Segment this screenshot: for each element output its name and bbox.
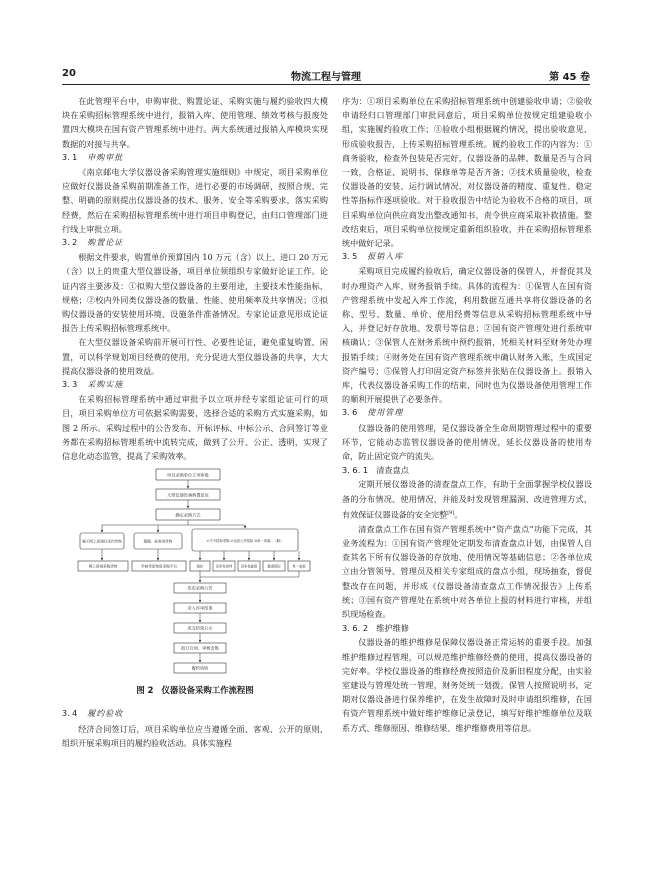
section-title: 购置论证 xyxy=(87,238,124,248)
flow-text: 履约验收 xyxy=(191,665,209,671)
flow-text: 网上商城采购货物 xyxy=(88,564,118,569)
section-3-5-paragraph: 采购项目完成履约验收后，确定仪器设备的保管人，并督促其及时办理资产入库、财务报销手续。具体的流程为：①保管人在国有资产管理系统中发起入库工作流，利用数据互通共享将仪器设备的名称、型号、数量、单价、使用经费等信息从采购招标管理系统中导入，并登记好存放地、发票号等信息；②国有资产管理处进行系统审核确认；③保管人在财务系统中预约报销，凭相关材料至财务处办理报销手续；④财务处在国有资产管理系统中确认财务入账，生成国定资产编号；⑤保管人打印固定资产标签并张贴在仪器设备上。报销入库，代表仪器设备采购工作的结束，同时也为仪器设备使用管理工作的顺利开展提供了必要条件。 xyxy=(342,266,592,405)
section-3-6-1-paragraph-1 xyxy=(342,477,592,521)
volume-label: 第 45 卷 xyxy=(549,72,590,83)
section-number: 3. 2 xyxy=(62,238,78,248)
section-number: 3. 5 xyxy=(342,252,358,262)
flow-text: 大型仪器设备购置论证 xyxy=(167,492,209,498)
section-3-6-2-heading: 3. 6. 2 维护维修 xyxy=(342,623,409,634)
flow-text: 竞争性谈判 xyxy=(215,564,233,569)
intro-paragraph: 在此管理平台中，申购审批、购置论证、采购实施与履约验收四大模块在采购招标管理系统中进行，报销入库、使用管理、绩效考核与报废处置四大模块在国有资产管理系统中进行。两大系统通过报销入库模块实现数据的对接与共享。 xyxy=(62,96,328,149)
section-number: 3. 3 xyxy=(62,380,78,390)
paragraph-end: 。 xyxy=(454,509,463,520)
flow-text: 学校零星物资采购平台 xyxy=(141,564,177,569)
section-number: 3. 6 xyxy=(342,408,358,418)
running-header xyxy=(62,66,590,84)
section-3-1-paragraph: 《南京邮电大学仪器设备采购管理实施细则》中规定，项目采购单位应做好仪器设备采购前期准备工作，进行必要的市场调研，按照合规、完整、明确的原则提出仪器设备的技术、服务、安全等采购要求，落实采购经费，然后在采购招标管理系统中进行项目申购登记，由归口管理部门进行线上审批立项。 xyxy=(62,167,328,234)
figure-caption xyxy=(62,683,328,697)
section-title: 报销入库 xyxy=(367,252,404,262)
section-number: 3. 1 xyxy=(62,152,78,162)
procurement-flowchart xyxy=(74,467,314,675)
flow-text: 项目采购单位立项审批 xyxy=(167,472,209,478)
section-3-5-heading xyxy=(342,250,592,264)
section-3-1-heading xyxy=(62,151,328,165)
flow-text: 拟订合同、审核会签 xyxy=(181,645,219,651)
section-3-3-paragraph: 在采购招标管理系统中通过审批予以立项并经专家组论证可行的项目，项目采购单位方可依据采购需要，选择合适的采购方式实施采购，如图 2 所示。采购过程中的公告发布、开标评标、中标公示、合同签订等业务都在采购招标管理系统中流转完成，做到了公开、公正、透明，实现了信息化动态监管，提高了采购效率。 xyxy=(62,394,328,462)
left-column xyxy=(62,94,328,750)
section-3-6-2-paragraph: 仪器设备的维护维修是保障仪器设备正常运转的重要手段。加强维护维修过程管理，可以规范维护维修经费的使用，提高仪器设备的完好率。学校仪器设备的维修经费按照造价及新旧程度分配，由实验室建设与管理处统一管理，财务处统一划拨。保管人按照说明书，定期对仪器设备进行保养维护，在发生故障时及时申请组织维修，在国有资产管理系统中做好维护维修记录登记，填写好维护维修单位及联系方式、维修原因、维修结果、维护维修费用等信息。 xyxy=(342,637,592,733)
continued-paragraph: 序为：①项目采购单位在采购招标管理系统中创建验收申请；②验收申请经归口管理部门审批同意后，项目采购单位按规定组建验收小组，实施履约验收工作；③验收小组根据履约情况，提出验收意见、形成验收报告，上传采购招标管理系统。履约验收工作的内容为：①商务验收，检查外包装是否完好，仪器设备的品牌、数量是否与合同一致，合格证、说明书、保修单等是否齐备；②技术质量验收，检查仪器设备的安装、运行调试情况，对仪器设备的精度、重复性、稳定性等指标作逐项验收。对于验收报告中结论为验收不合格的项目，项目采购单位向供应商发出整改通知书，责令供应商采取补救措施。整改结束后，项目采购单位按规定重新组织验收，并在采购招标管理系统中做好记录。 xyxy=(342,96,592,249)
section-3-4-paragraph: 经济合同签订后，项目采购单位应当遵循全面、客观、公开的原则，组织开展采购项目的履约验收活动。具体实施程 xyxy=(62,723,328,748)
section-3-6-heading xyxy=(342,406,592,420)
section-3-2-heading xyxy=(62,236,328,250)
flow-text: 录入评审结果 xyxy=(187,605,213,611)
flowchart-svg xyxy=(74,467,314,675)
citation-ref[interactable]: [9] xyxy=(447,509,455,516)
section-3-4-heading xyxy=(62,707,328,721)
flow-text: 成交结果公示 xyxy=(187,625,213,631)
flow-text: 询价 xyxy=(196,564,204,569)
figure-title: 仪器设备采购工作流程图 xyxy=(161,685,254,696)
header-rule xyxy=(62,84,590,85)
flow-text: 邀请招标 xyxy=(267,564,281,569)
paragraph-text: 定期开展仪器设备的清查盘点工作，有助于全面掌握学校仪器设备的分布情况、使用情况，并能及时发现管理漏洞、改进管理方式，有效保证仪器设备的安全完整 xyxy=(342,479,592,520)
flow-text: 竞争性磋商 xyxy=(240,564,258,569)
journal-title: 物流工程与管理 xyxy=(291,72,361,83)
section-3-6-paragraph: 仪器设备的使用管理，是仪器设备全生命周期管理过程中的重要环节，它能动态监管仪器设备的使用情况，延长仪器设备的使用寿命，防止固定资产的流失。 xyxy=(342,422,592,462)
section-title: 申购审批 xyxy=(87,152,124,162)
page-number: 20 xyxy=(62,68,76,79)
section-3-3-heading xyxy=(62,378,328,392)
flow-text: 发布采购公告 xyxy=(187,585,213,591)
figure-label: 图 2 xyxy=(136,685,154,696)
right-column xyxy=(342,94,592,735)
section-title: 使用管理 xyxy=(367,408,404,418)
flow-text: 限额、标准用货物 xyxy=(143,539,173,544)
section-3-2-paragraph-1: 根据文件要求，购置单价预算国内 10 万元（含）以上、进口 20 万元（含）以上的贵重大型仪器设备，项目单位须组织专家做好论证工作。论证内容主要涉及：①拟购大型仪器设备的主要用途，主要技术性能指标、规格；②校内外同类仪器设备的数量、性能、使用频率及共享情况；③拟购仪器设备的安装使用环境、设施条件准备情况。专家论证意见形成论证报告上传采购招标管理系统中。 xyxy=(62,252,328,334)
flow-text: 确定采购方式 xyxy=(175,512,201,518)
section-3-6-1-heading: 3. 6. 1 清查盘点 xyxy=(342,465,409,476)
flow-text: 单一来源 xyxy=(292,564,306,569)
section-3-6-1-paragraph-2: 清查盘点工作在国有资产管理系统中“资产盘点”功能下完成，其业务流程为：①国有资产管理处定期发布清查盘点计划，由保管人自查其名下所有仪器设备的存放地、使用情况等基础信息；②各单位成立由分管领导、管理员及相关专家组成的盘点小组，现场抽查，督促整改存在问题，并形成《仪器设备清查盘点工作情况报告》上传系统；③国有资产管理处在系统中对各单位上报的材料进行审核，并组织现场检查。 xyxy=(342,523,592,619)
section-number: 3. 4 xyxy=(62,709,78,719)
section-title: 采购实施 xyxy=(87,380,124,390)
section-title: 履约验收 xyxy=(87,709,124,719)
flow-text: 属于网上商城目录内货物 xyxy=(82,539,122,544)
section-3-2-paragraph-2: 在大型仪器设备采购前开展可行性、必要性论证，避免重复购置、闲置，可以科学规划项目经费的使用，充分促进大型仪器设备的共享，大大提高仪器设备的使用效益。 xyxy=(62,337,328,376)
flow-text: ①不予招标采购 ②达到公开招标 ③单一来源...（略） xyxy=(206,539,284,544)
